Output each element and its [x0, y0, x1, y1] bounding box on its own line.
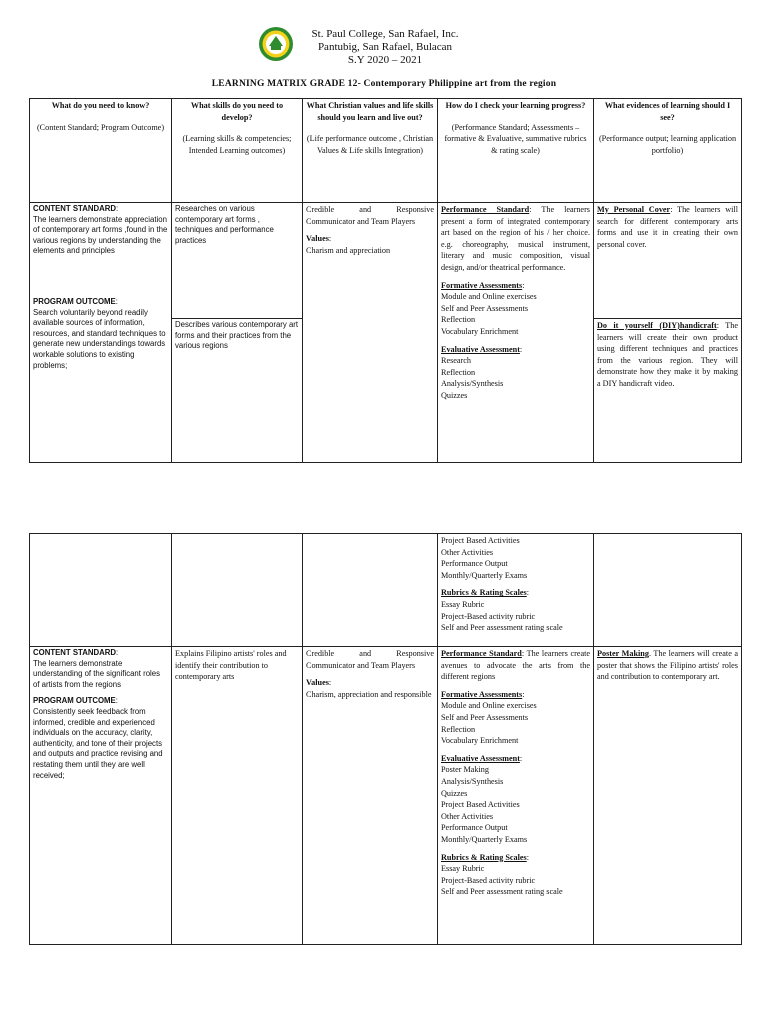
- values-cell: Credible and Responsive Communicator and Team Players Values: Charism, appreciation and responsible: [303, 647, 438, 945]
- school-header: [300, 28, 470, 67]
- skill-cell: Explains Filipino artists' roles and identify their contribution to contemporary arts: [172, 647, 303, 945]
- col-header-progress: How do I check your learning progress? (Performance Standard; Assessments – formative & Evaluative, summative rubrics & rating scale): [438, 99, 594, 203]
- evidence-cell: Do it yourself (DIY)handicraft: The learners will create their own product using different techniques and practices from the various region. They will demonstrate how they make it by making a DIY handicraft video.: [594, 319, 742, 463]
- empty-cell: [303, 534, 438, 647]
- learning-matrix-table-1: [29, 98, 742, 463]
- values-cell: Credible and Responsive Communicator and Team Players Values: Charism and appreciation: [303, 203, 438, 463]
- empty-cell: [30, 534, 172, 647]
- school-year: S.Y 2020 – 2021: [347, 54, 423, 66]
- learning-matrix-table-2: [29, 533, 742, 945]
- evidence-cell: My Personal Cover: The learners will search for different contemporary arts forms and use it in creating their own personal cover.: [594, 203, 742, 319]
- school-name: St. Paul College, San Rafael, Inc.: [311, 28, 459, 40]
- school-seal-logo: [258, 26, 294, 62]
- col-header-evidence: What evidences of learning should I see? (Performance output; learning application portfolio): [594, 99, 742, 203]
- col-header-skills: What skills do you need to develop? (Learning skills & competencies; Intended Learning outcomes): [172, 99, 303, 203]
- table-row: [30, 203, 742, 319]
- table-row: [30, 647, 742, 945]
- empty-cell: [172, 534, 303, 647]
- assessment-cell: Project Based Activities Other Activities Performance Output Monthly/Quarterly Exams Rubrics & Rating Scales: Essay Rubric Project-Based activity rubric Self and Peer assessment rating scale: [438, 534, 594, 647]
- school-address: Pantubig, San Rafael, Bulacan: [317, 41, 453, 53]
- col-header-know: What do you need to know? (Content Standard; Program Outcome): [30, 99, 172, 203]
- table-row: [30, 534, 742, 647]
- col-header-values: What Christian values and life skills should you learn and live out? (Life performance outcome , Christian Values & Life skills Integration): [303, 99, 438, 203]
- assessment-cell: Performance Standard: The learners present a form of integrated contemporary art based on the region of his / her choice. e.g. choreography, musical instrument, literary and music composition, visual design, and/or theatrical performance. Formative Assessments: Module and Online exercises Self and Peer Assessments Reflection Vocabulary Enrichment Evaluative Assessment: Research Reflection Analysis/Synthesis Quizzes: [438, 203, 594, 463]
- skill-cell: Describes various contemporary art forms and their practices from the various regions: [172, 319, 303, 463]
- assessment-cell: Performance Standard: The learners create avenues to advocate the arts from the different regions Formative Assessments: Module and Online exercises Self and Peer Assessments Reflection Vocabulary Enrichment Evaluative Assessment: Poster Making Analysis/Synthesis Quizzes Project Based Activities Other Activities Performance Output Monthly/Quarterly Exams Rubrics & Rating Scales: Essay Rubric Project-Based activity rubric Self and Peer assessment rating scale: [438, 647, 594, 945]
- document-title: LEARNING MATRIX GRADE 12- Contemporary Philippine art from the region: [211, 79, 557, 89]
- empty-cell: [594, 534, 742, 647]
- header-row: [30, 99, 742, 203]
- evidence-cell: Poster Making. The learners will create a poster that shows the Filipino artists' roles and contribution to contemporary art.: [594, 647, 742, 945]
- content-standard-cell: CONTENT STANDARD: The learners demonstrate appreciation of contemporary art forms ,found in the various regions by understanding the elements and principles PROGRAM OUTCOME: Search voluntarily beyond readily available sources of information, resources, and standard techniques to generate new understandings towards workable solutions to existing problems;: [30, 203, 172, 463]
- content-standard-cell: CONTENT STANDARD: The learners demonstrate understanding of the significant roles of artists from the regions PROGRAM OUTCOME: Consistently seek feedback from informed, credible and experienced individuals on the accuracy, clarity, authenticity, and tone of their projects and outputs and practice revising and restating them until they are well received;: [30, 647, 172, 945]
- skill-cell: Researches on various contemporary art forms , techniques and performance practices: [172, 203, 303, 319]
